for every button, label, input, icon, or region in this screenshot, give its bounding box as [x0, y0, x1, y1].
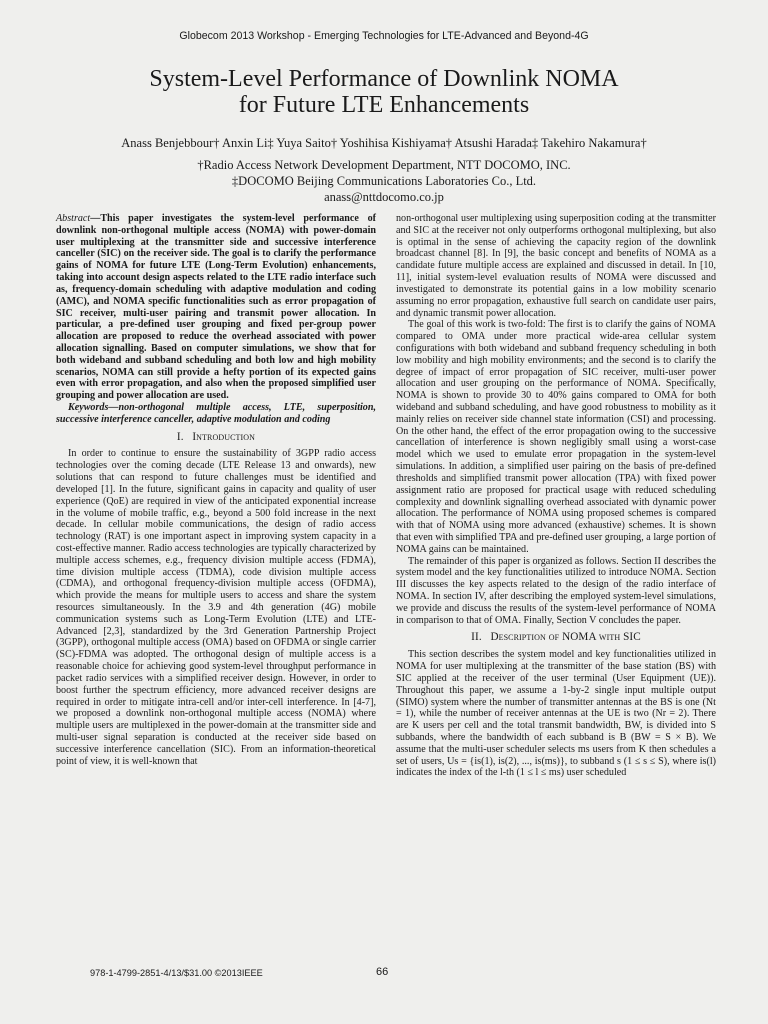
introduction-paragraph: In order to continue to ensure the sustainability of 3GPP radio access technologies over the coming decade (LTE Release 13 and onwards), new solutions that can respond to future challenges must be identified and developed [1]. In the future, significant gains in capacity and quality of user experience (QoE) are required in view of the anticipated exponential increase in the volume of mobile traffic, e.g., beyond a 500 fold increase in the next decade. In cellular mobile communications, the design of radio access technology (RAT) is one important aspect in improving system capacity in a cost-effective manner. Radio access technologies are typically characterized by multiple access schemes, e.g., frequency division multiple access (FDMA), time division multiple access (TDMA), code division multiple access (CDMA), and orthogonal frequency-division multiple access (OFDMA), which provide the means for multiple users to access and share the system resources simultaneously. In the 3.9 and 4th generation (4G) mobile communication systems such as Long-Term Evolution (LTE) and LTE-Advanced [2,3], standardized by the 3rd Generation Partnership Project (3GPP), orthogonal multiple access (OMA) based on OFDMA or single carrier (SC)-FDMA was adopted. The orthogonal design of multiple access is a reasonable choice for achieving good system-level throughput performance in packet radio services with a simplified receiver design. However, in order to boost further the spectrum efficiency, more advanced receiver designs are required in order to mitigate intra-cell and/or inter-cell interference. In [4-7], we proposed a downlink non-orthogonal multiple access (NOMA) where multiple users are multiplexed in the power-domain at the transmitter side and multi-user signal separation is conducted at the receiver side based on successive interference cancellation (SIC). From an information-theoretical point of view, it is well-known that [56, 448, 376, 767]
abstract-text: —This paper investigates the system-level performance of downlink non-orthogonal multiple access (NOMA) with power-domain user multiplexing at the transmitter side and successive interference canceller (SIC) on the receiver side. The goal is to clarify the performance gains of NOMA for future LTE (Long-Term Evolution) enhancements, taking into account design aspects related to the LTE radio interface such as, frequency-domain scheduling with adaptive modulation and coding (AMC), and NOMA specific functionalities such as error propagation of SIC receiver, multi-user pairing and transmit power allocation. In particular, a pre-defined user grouping and fixed per-group power allocation are proposed to reduce the overhead associated with power allocation signalling. Based on computer simulations, we show that for both wideband and subband scheduling and both low and high mobility scenarios, NOMA can still provide a hefty portion of its expected gains even with error propagation, and also when the proposed simplified user grouping and power allocation are used. [56, 213, 376, 402]
section-title: Description of NOMA with SIC [490, 631, 641, 644]
body-paragraph-1: non-orthogonal user multiplexing using superposition coding at the transmitter and SIC at the receiver not only outperforms orthogonal multiplexing, but also is optimal in the sense of achieving the capacity region of the downlink broadcast channel [8]. In [9], the basic concept and benefits of NOMA as a candidate future multiple access are explained and discussed in detail. In [10, 11], initial system-level evaluation results of NOMA were discussed and investigated to demonstrate its potential gains in a low mobility scenario assuming no error propagation, exhaustive full search on candidate user pairs, and dynamic transmit power allocation. [396, 213, 716, 319]
section-heading-description [396, 632, 716, 644]
section-title: Introduction [192, 430, 256, 443]
section-number: I. [176, 430, 184, 443]
author-list: Anass Benjebbour† Anxin Li‡ Yuya Saito† Yoshihisa Kishiyama† Atsushi Harada‡ Takehiro Nakamura† [121, 136, 647, 150]
copyright-footer: 978-1-4799-2851-4/13/$31.00 ©2013IEEE [90, 968, 263, 978]
right-column [396, 213, 716, 779]
page-number: 66 [376, 966, 389, 978]
author-email: anass@nttdocomo.co.jp [324, 190, 444, 204]
conference-header: Globecom 2013 Workshop - Emerging Technologies for LTE-Advanced and Beyond-4G [179, 30, 589, 42]
body-paragraph-4: This section describes the system model and key functionalities utilized in NOMA for user multiplexing at the transmitter of the base station (BS) with SIC applied at the receiver of the user terminal (User Equipment (UE)). Throughout this paper, we assume a 1-by-2 single input multiple output (SIMO) system where the number of transmitter antennas at the BS is one (Nt = 1), while the number of receiver antennas at the UE is two (Nr = 2). There are K users per cell and the total transmit bandwidth, BW, is divided into S subbands, where the bandwidth of each subband is B (BW = S × B). We assume that the multi-user scheduler selects ms users from K then schedules a set of users, Us = {is(1), is(2), ..., is(ms)}, to subband s (1 ≤ s ≤ S), where is(l) indicates the index of the l-th (1 ≤ l ≤ ms) user scheduled [396, 649, 716, 779]
title-line-2: for Future LTE Enhancements [238, 92, 530, 118]
affiliation-2: ‡DOCOMO Beijing Communications Laboratories Co., Ltd. [231, 174, 537, 188]
abstract [56, 213, 376, 402]
affiliation-1: †Radio Access Network Development Department, NTT DOCOMO, INC. [197, 158, 571, 172]
section-number: II. [471, 631, 482, 644]
section-heading-introduction [56, 432, 376, 444]
left-column [56, 213, 376, 767]
body-paragraph-3: The remainder of this paper is organized as follows. Section II describes the system model and the key functionalities utilized to introduce NOMA. Section III discusses the key aspects related to the design of the radio interface of NOMA. In section IV, after describing the employed system-level simulations, we provide and discuss the results of the system-level performance of NOMA in comparison to that of OMA. Finally, Section V concludes the paper. [396, 555, 716, 626]
body-paragraph-2: The goal of this work is two-fold: The first is to clarify the gains of NOMA compared to OMA under more practical wide-area cellular system configurations with both wideband and subband frequency scheduling in both low mobility and high mobility environments; and the second is to clarify the degree of impact of error propagation of SIC receiver, multi-user power allocation and user grouping on the performance of NOMA. Specifically, NOMA is shown to provide 30 to 40% gains compared to OMA for both wideband and subband scheduling, and have good robustness to mobility as it mainly relies on receiver side channel state information (CSI) and processing. On the other hand, the effect of the error propagation owing to the successive cancellation of interference is shown negligibly small using a worst-case model which we used to emulate error propagation in the system-level simulations. In addition, a simplified user pairing on the basis of pre-defined thresholds and simplified transmit power allocation (TPA) with fixed power assignment ratio are proposed for practical usage with reduced scheduling complexity and downlink signalling overhead associated with dynamic power allocation. The performance of NOMA using proposed schemes is compared with that of NOMA using more advanced (exhaustive) schemes. It is shown that even with simplified TPA and pre-defined user grouping, a large portion of NOMA gains can be maintained. [396, 319, 716, 555]
abstract-label: Abstract [56, 213, 91, 224]
paper-title [60, 66, 708, 118]
title-line-1: System-Level Performance of Downlink NOMA [149, 66, 619, 92]
keywords: Keywords—non-orthogonal multiple access, LTE, superposition, successive interference canceller, adaptive modulation and coding [56, 402, 376, 425]
